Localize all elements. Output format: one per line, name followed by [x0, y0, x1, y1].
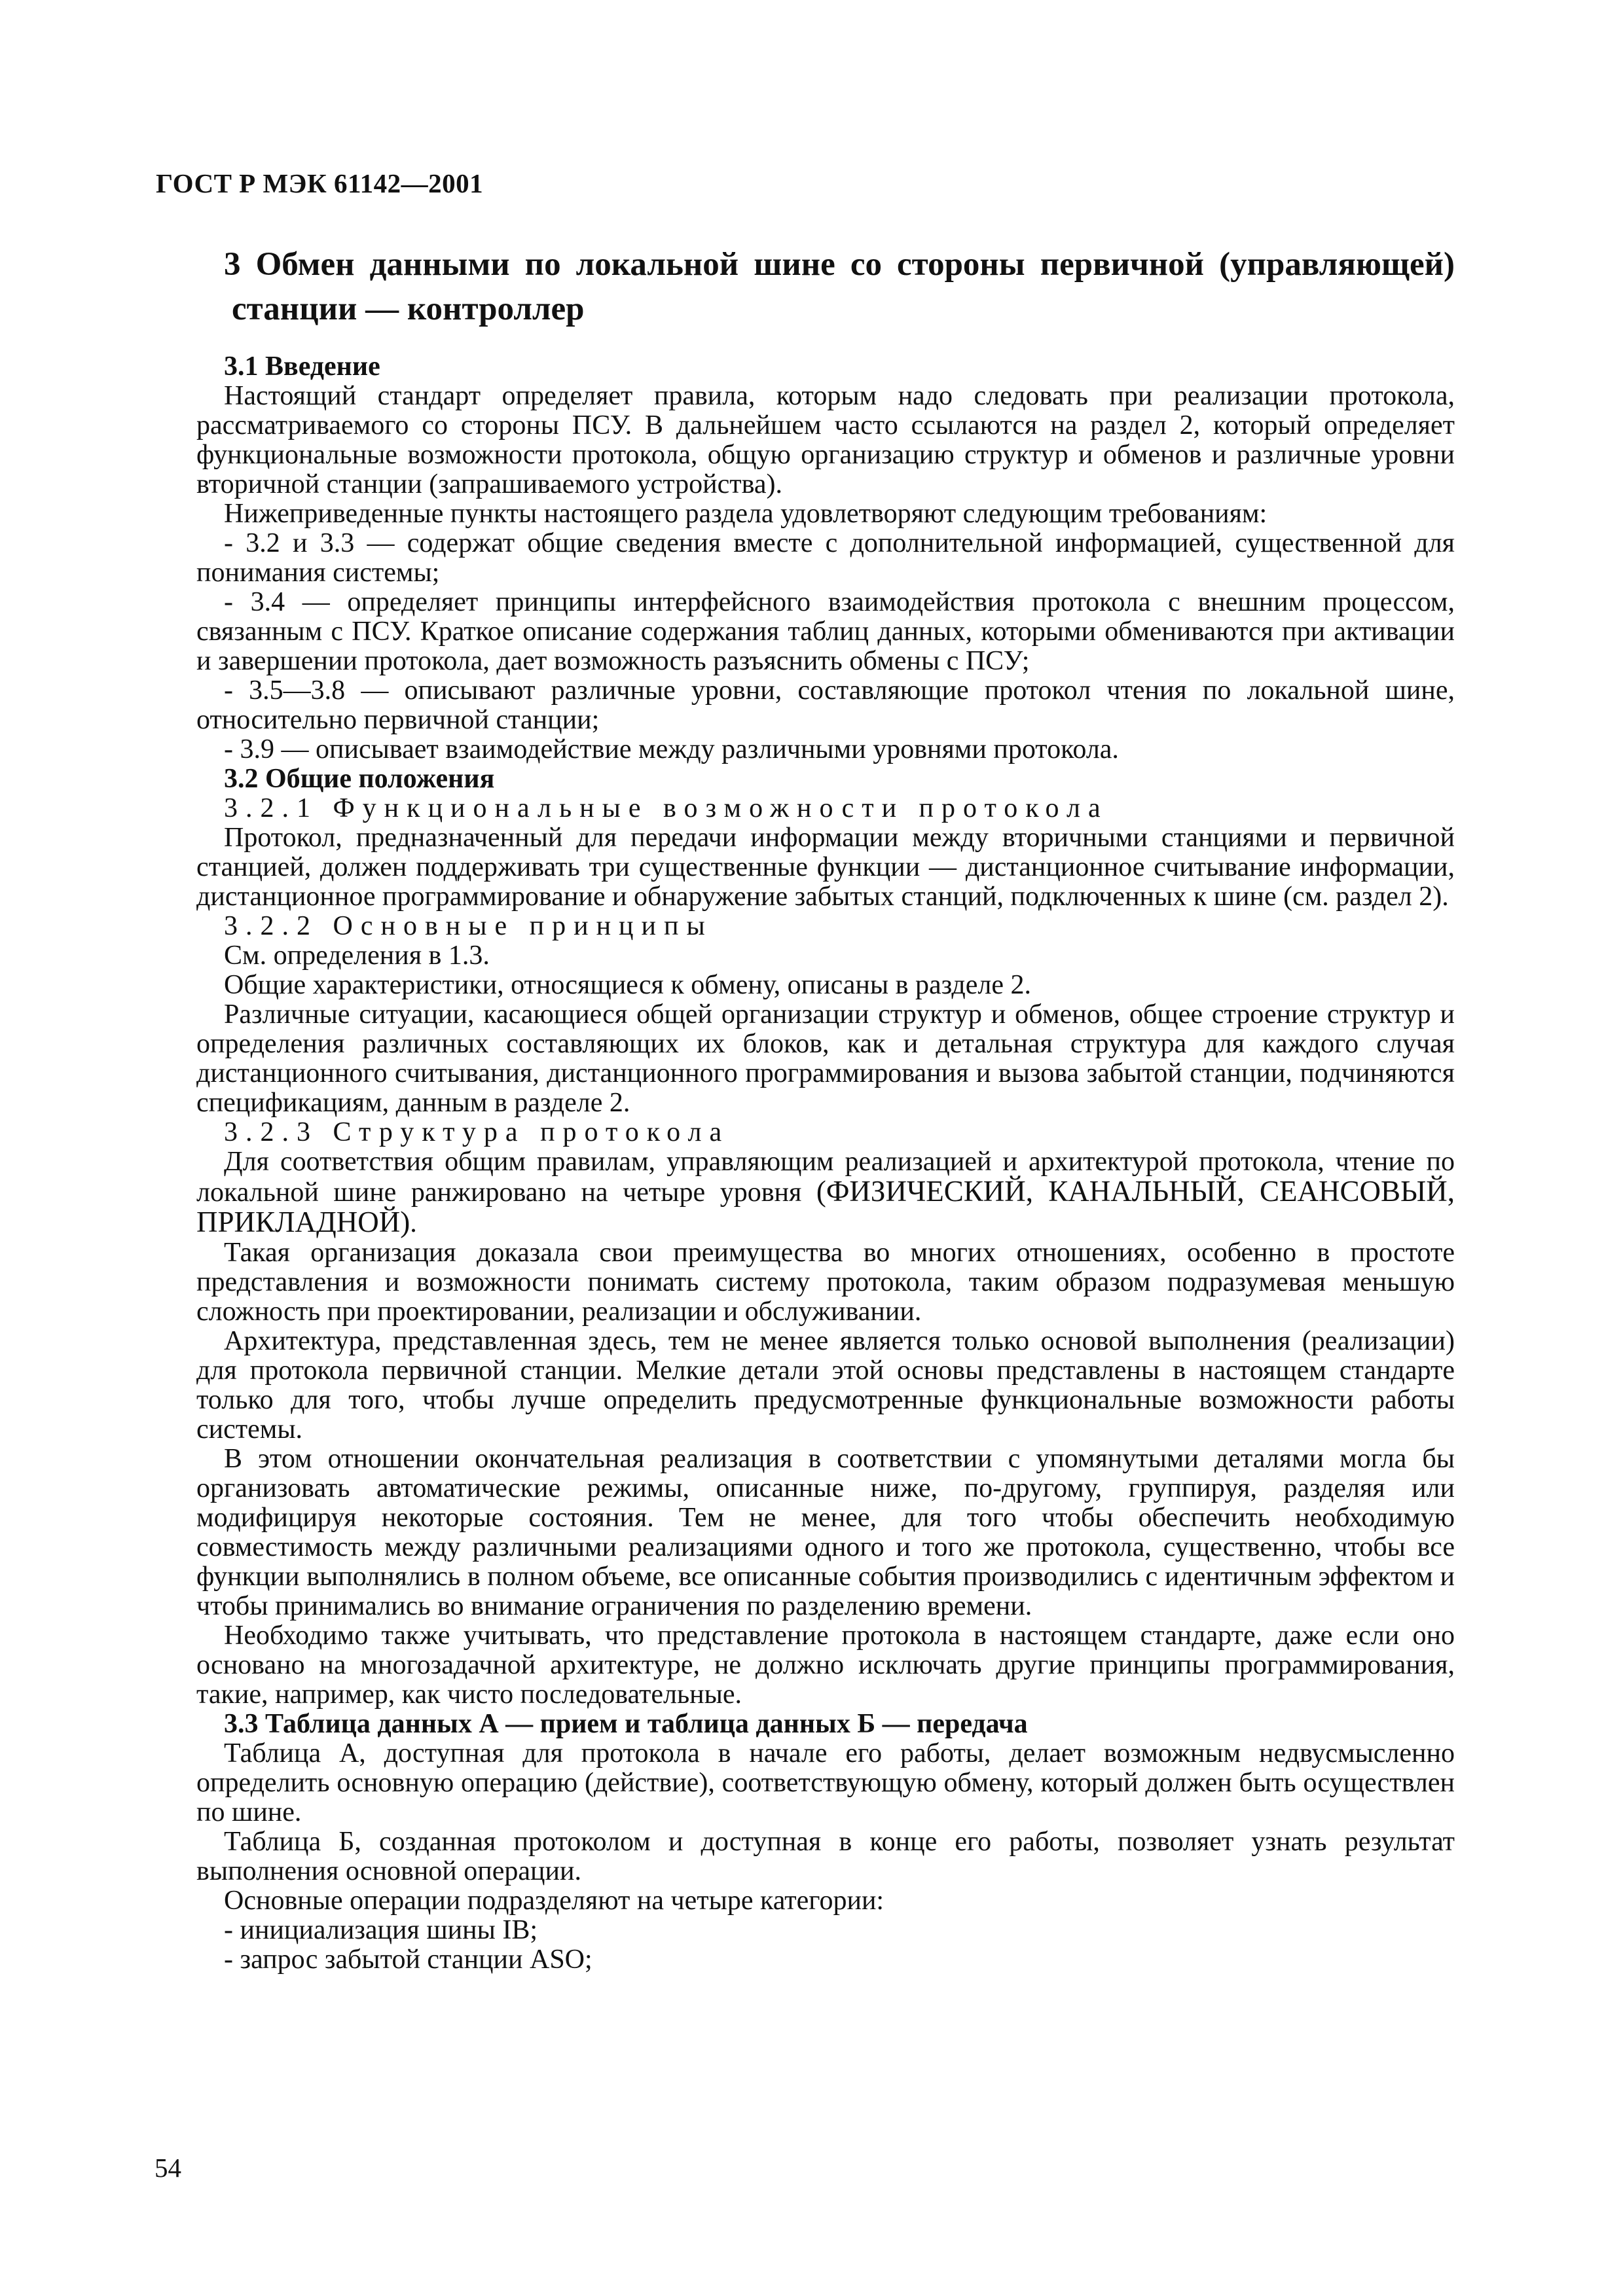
subsection-heading-3-2: 3.2 Общие положения	[224, 764, 495, 794]
paragraph: Различные ситуации, касающиеся общей организации структур и обменов, общее строение структур и определения различных составляющих их блоков, как и детальная структура для каждого случая дистанционного считывания, дистанционного программирования и вызова забытой станции, подчиняются спецификациям, данным в разделе 2.	[196, 999, 1455, 1118]
section-title-line-2: станции — контроллер	[232, 291, 585, 327]
paragraph: Таблица Б, созданная протоколом и доступная в конце его работы, позволяет узнать результат выполнения основной операции.	[196, 1827, 1455, 1886]
paragraph: Нижеприведенные пункты настоящего раздела удовлетворяют следующим требованиям:	[224, 499, 1267, 529]
paragraph: Основные операции подразделяют на четыре категории:	[224, 1886, 884, 1916]
section-title	[224, 242, 1455, 331]
subsection-heading-3-1: 3.1 Введение	[224, 351, 380, 382]
page-number: 54	[155, 2153, 181, 2183]
list-item: - инициализация шины IB;	[224, 1915, 538, 1945]
list-item: - 3.9 — описывает взаимодействие между различными уровнями протокола.	[224, 734, 1119, 764]
paragraph: Протокол, предназначенный для передачи информации между вторичными станциями и первичной станцией, должен поддерживать три существенные функции — дистанционное считывание информации, дистанционное программирование и обнаружение забытых станций, подключенных к шине (см. раздел 2).	[196, 823, 1455, 912]
clause-heading-3-2-3: 3.2.3 Структура протокола	[224, 1117, 730, 1147]
paragraph: Настоящий стандарт определяет правила, которым надо следовать при реализации протокола, рассматриваемого со стороны ПСУ. В дальнейшем часто ссылаются на раздел 2, который определяет функциональные возможности протокола, общую организацию структур и обменов и различные уровни вторичной станции (запрашиваемого устройства).	[196, 381, 1455, 499]
paragraph: Необходимо также учитывать, что представление протокола в настоящем стандарте, даже если оно основано на многозадачной архитектуре, не должно исключать другие принципы программирования, такие, например, как чисто последовательные.	[196, 1621, 1455, 1710]
paragraph: Архитектура, представленная здесь, тем не менее является только основой выполнения (реализации) для протокола первичной станции. Мелкие детали этой основы представлены в настоящем стандарте только для того, чтобы лучше определить предусмотренные функциональные возможности работы системы.	[196, 1326, 1455, 1444]
protocol-levels-text: (ФИЗИЧЕСКИЙ, КАНАЛЬНЫЙ, СЕАНСОВЫЙ, ПРИКЛАДНОЙ)	[196, 1175, 1455, 1238]
list-item: - запрос забытой станции ASO;	[224, 1945, 593, 1975]
document-body	[196, 352, 1455, 1975]
clause-heading-3-2-1: 3.2.1 Функциональные возможности протокола	[224, 793, 1108, 823]
list-item: - 3.4 — определяет принципы интерфейсного взаимодействия протокола с внешним процессом, связанным с ПСУ. Краткое описание содержания таблиц данных, которыми обмениваются при активации и завершении протокола, дает возможность разъяснить обмены с ПСУ;	[196, 587, 1455, 676]
document-code-header: ГОСТ Р МЭК 61142—2001	[156, 168, 484, 198]
list-item: - 3.2 и 3.3 — содержат общие сведения вместе с дополнительной информацией, существенной для понимания системы;	[196, 528, 1455, 588]
paragraph: Общие характеристики, относящиеся к обмену, описаны в разделе 2.	[224, 970, 1032, 1000]
paragraph: Такая организация доказала свои преимущества во многих отношениях, особенно в простоте представления и возможности понимать систему протокола, таким образом подразумевая меньшую сложность при проектировании, реализации и обслуживании.	[196, 1238, 1455, 1327]
subsection-heading-3-3: 3.3 Таблица данных А — прием и таблица данных Б — передача	[224, 1709, 1028, 1739]
paragraph-text: .	[410, 1208, 417, 1238]
paragraph-text: Для соответствия общим правилам, управляющим реализацией и архитектурой протокола, чтение по локальной шине ранжировано на четыре уровня	[196, 1147, 1455, 1208]
list-item: - 3.5—3.8 — описывают различные уровни, составляющие протокол чтения по локальной шине, относительно первичной станции;	[196, 675, 1455, 735]
paragraph: См. определения в 1.3.	[224, 941, 490, 971]
paragraph: В этом отношении окончательная реализация в соответствии с упомянутыми деталями могла бы организовать автоматические режимы, описанные ниже, по-другому, группируя, разделяя или модифицируя некоторые состояния. Тем не менее, для того чтобы обеспечить необходимую совместимость между различными реализациями одного и того же протокола, существенно, чтобы все функции выполнялись в полном объеме, все описанные события производились с идентичным эффектом и чтобы принимались во внимание ограничения по разделению времени.	[196, 1444, 1455, 1621]
section-title-line-1: 3 Обмен данными по локальной шине со стороны первичной (управляющей)	[224, 246, 1455, 283]
paragraph	[196, 1147, 1455, 1238]
clause-heading-3-2-2: 3.2.2 Основные принципы	[224, 911, 713, 941]
paragraph: Таблица А, доступная для протокола в начале его работы, делает возможным недвусмысленно определить основную операцию (действие), соответствующую обмену, который должен быть осуществлен по шине.	[196, 1738, 1455, 1827]
